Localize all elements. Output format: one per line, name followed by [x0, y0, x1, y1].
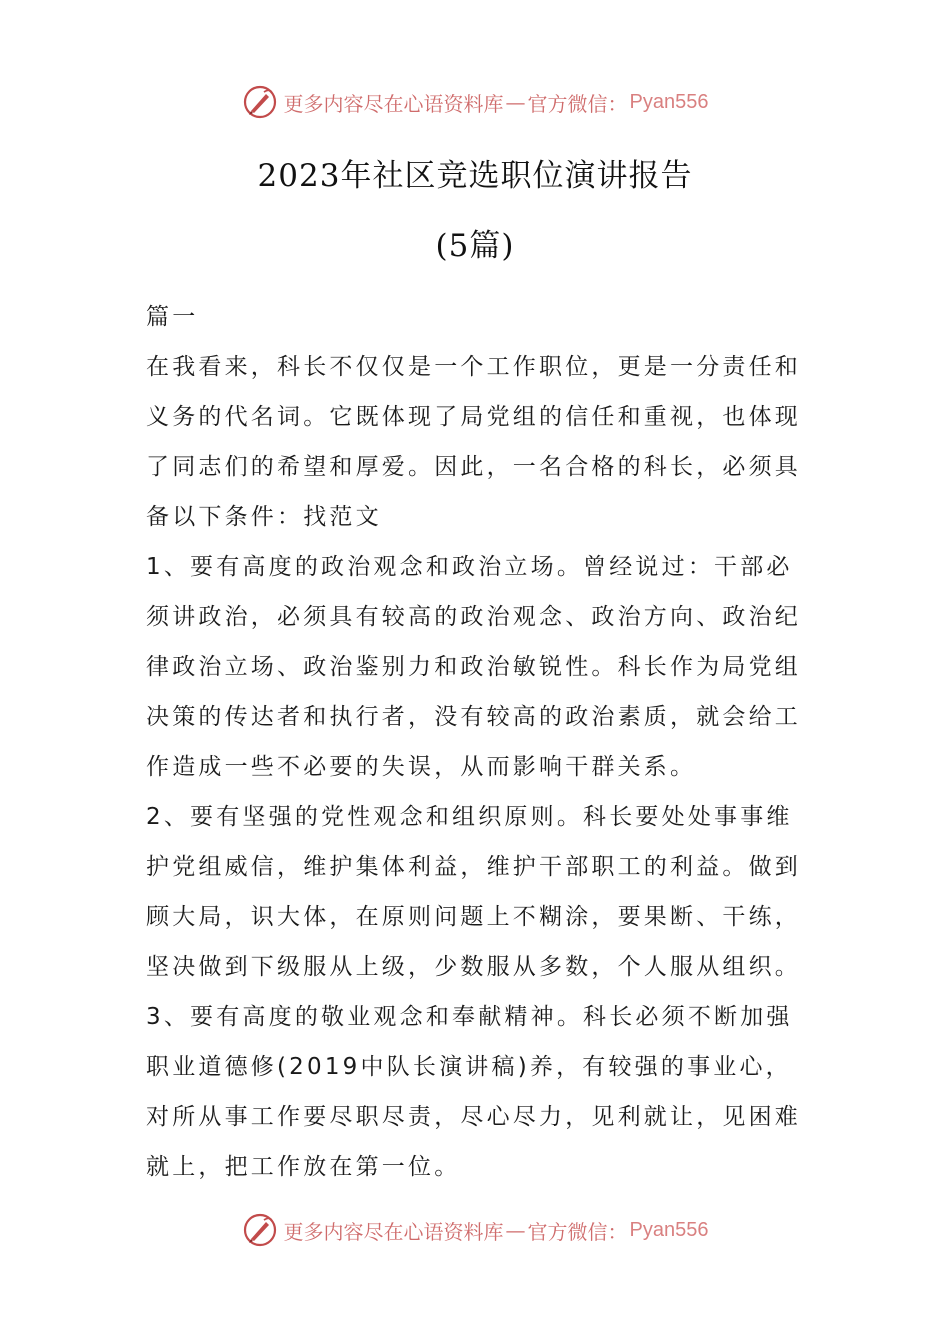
banner-wechat-id: Pyan556	[629, 1218, 709, 1241]
paragraph-point-3: 3、要有高度的敬业观念和奉献精神。科长必须不断加强职业道德修(2019中队长演讲稿)养，有较强的事业心，对所从事工作要尽职尽责，尽心尽力，见利就让，见困难就上，把工作放在第一位。	[146, 1004, 801, 1180]
banner-wechat-label: 官方微信：	[527, 1219, 628, 1244]
banner-dash: —	[505, 90, 526, 114]
paragraph-point-2: 2、要有坚强的党性观念和组织原则。科长要处处事事维护党组威信，维护集体利益，维护干部职工的利益。做到顾大局，识大体，在原则问题上不糊涂，要果断、干练，坚决做到下级服从上级，少数服从多数，个人服从组织。	[146, 804, 801, 980]
document-subtitle: (5篇)	[435, 228, 515, 264]
paragraph-point-1: 1、要有高度的政治观念和政治立场。曾经说过：干部必须讲政治，必须具有较高的政治观念、政治方向、政治纪律政治立场、政治鉴别力和政治敏锐性。科长作为局党组决策的传达者和执行者，没有较高的政治素质，就会给工作造成一些不必要的失误，从而影响干群关系。	[146, 554, 801, 780]
footer-banner	[0, 1208, 950, 1252]
banner-dash: —	[505, 1218, 526, 1242]
paragraph-intro: 在我看来，科长不仅仅是一个工作职位，更是一分责任和义务的代名词。它既体现了局党组的信任和重视，也体现了同志们的希望和厚爱。因此，一名合格的科长，必须具备以下条件：找范文	[146, 354, 801, 530]
banner-wechat-id: Pyan556	[629, 90, 709, 113]
section-label: 篇一	[146, 304, 199, 330]
pen-logo-icon	[242, 1212, 278, 1248]
header-banner	[0, 80, 950, 124]
pen-logo-icon	[242, 84, 278, 120]
banner-wechat-label: 官方微信：	[527, 91, 628, 116]
document-body	[146, 292, 808, 1192]
banner-brand-text: 更多内容尽在心语资料库	[283, 91, 504, 116]
document-title: 2023年社区竞选职位演讲报告	[257, 158, 693, 194]
banner-brand-text: 更多内容尽在心语资料库	[283, 1219, 504, 1244]
